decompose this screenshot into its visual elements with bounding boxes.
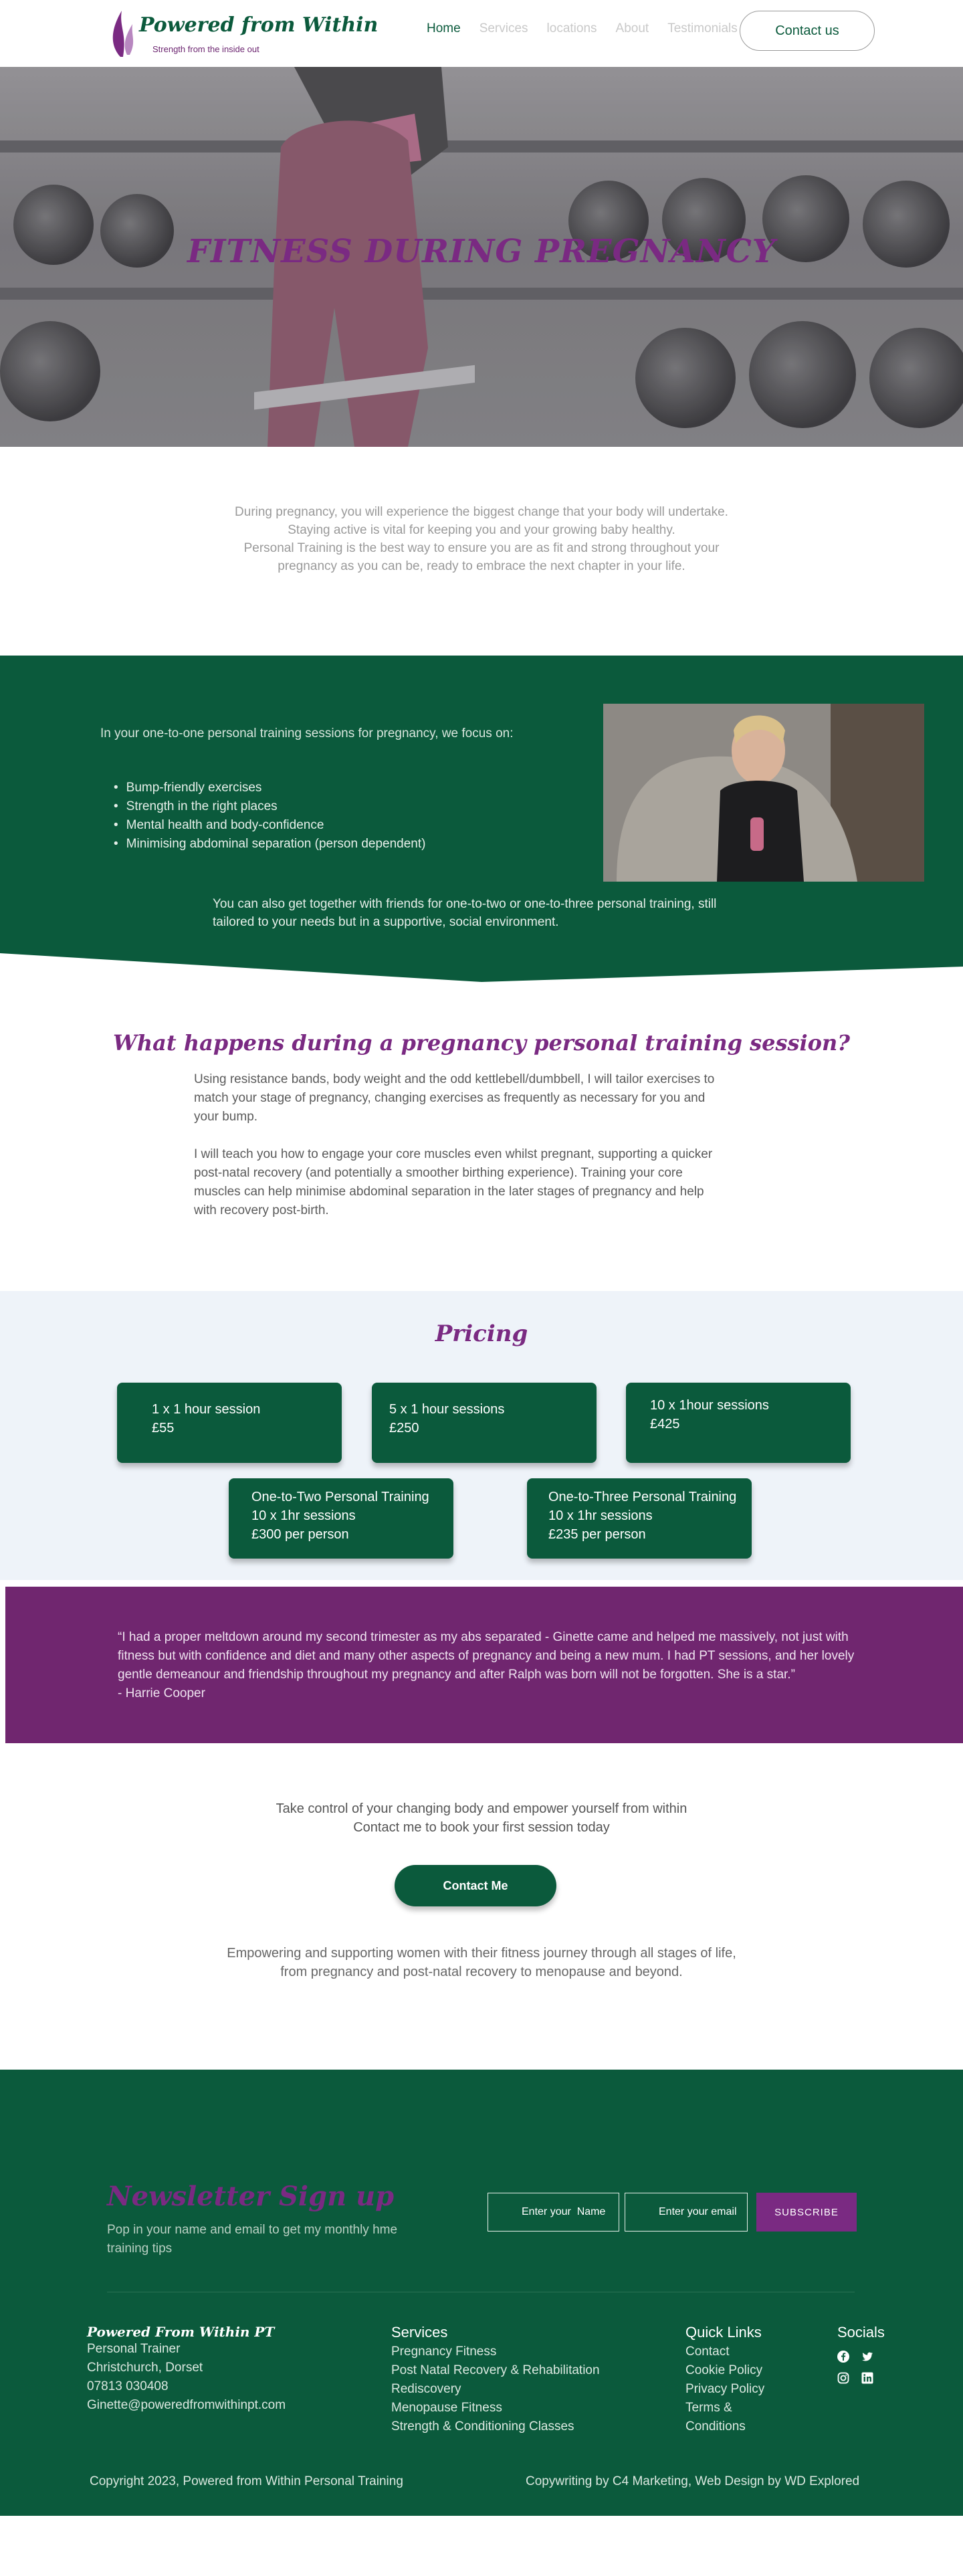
intro-section <box>0 447 963 656</box>
testimonial-quote: “I had a proper meltdown around my second trimester as my abs separated - Ginette came and helped me massively, not just with fitness but with confidence and diet and many other aspects of pregnancy and being a new mum. I had PT sessions, and her lovely gentle demeanour and friendship throughout my pregnancy and after Ralph was born will not be forgotten. She is a star.” <box>118 1630 855 1682</box>
price-card[interactable] <box>117 1383 342 1463</box>
cta-section <box>0 1746 963 2070</box>
intro-line: Staying active is vital for keeping you and your growing baby healthy. <box>288 523 675 537</box>
price-card[interactable] <box>372 1383 597 1463</box>
price-card-sessions: 10 x 1hr sessions <box>251 1508 356 1523</box>
intro-line: Personal Training is the best way to ensure you are as fit and strong throughout your <box>243 541 720 555</box>
newsletter-title: Newsletter Sign up <box>107 2181 395 2212</box>
session-section <box>0 982 963 1291</box>
footer-services-title: Services <box>391 2324 448 2341</box>
footer-email-link[interactable]: Ginette@poweredfromwithinpt.com <box>87 2398 286 2412</box>
facebook-icon[interactable] <box>837 2351 849 2363</box>
footer-brand-line: Personal Trainer <box>87 2342 181 2356</box>
newsletter-email-input[interactable] <box>625 2193 748 2232</box>
list-item: • Bump-friendly exercises <box>114 779 425 797</box>
intro-line: During pregnancy, you will experience the biggest change that your body will undertake. <box>235 505 728 519</box>
price-card[interactable] <box>626 1383 851 1463</box>
mission-line: Empowering and supporting women with their fitness journey through all stages of life, <box>227 1946 736 1961</box>
footer-quicklinks-title: Quick Links <box>685 2324 762 2341</box>
pricing-section <box>0 1291 963 1580</box>
contact-us-button[interactable]: Contact us <box>740 11 875 51</box>
footer-quick-link[interactable]: Privacy Policy <box>685 2382 765 2396</box>
price-card-sessions: 10 x 1hr sessions <box>548 1508 653 1523</box>
price-card-label: 10 x 1hour sessions <box>650 1398 769 1413</box>
price-card-label: 1 x 1 hour session <box>152 1402 261 1417</box>
site-footer <box>0 2070 963 2516</box>
footer-socials-title: Socials <box>837 2324 885 2341</box>
contact-me-button[interactable]: Contact Me <box>395 1865 556 1906</box>
price-card[interactable] <box>527 1478 752 1559</box>
site-logo[interactable] <box>107 7 379 60</box>
footer-quicklinks-column <box>685 2324 764 2436</box>
price-card-label: 5 x 1 hour sessions <box>389 1402 505 1417</box>
nav-link-about[interactable]: About <box>615 21 649 35</box>
newsletter-name-input[interactable] <box>488 2193 619 2232</box>
footer-service-link[interactable]: Pregnancy Fitness <box>391 2345 497 2359</box>
price-card-price: £300 per person <box>251 1527 349 1542</box>
flame-logo-icon <box>107 7 140 60</box>
copyright-text: Copyright 2023, Powered from Within Personal Training <box>90 2474 403 2488</box>
logo-text: Powered from Within <box>139 13 379 37</box>
list-item: • Minimising abdominal separation (person dependent) <box>114 835 425 854</box>
focus-section <box>0 656 963 982</box>
focus-note: You can also get together with friends for one-to-two or one-to-three personal training, still tailored to your needs but in a supportive, social environment. <box>213 897 717 929</box>
price-card-price: £55 <box>152 1421 175 1435</box>
session-paragraph: Using resistance bands, body weight and the odd kettlebell/dumbbell, I will tailor exercises to match your stage of pregnancy, changing exercises as frequently as necessary for you and your bump. <box>194 1072 715 1124</box>
footer-brand: Powered From Within PT <box>87 2324 275 2340</box>
footer-quick-link[interactable]: Terms & <box>685 2401 732 2415</box>
session-title: What happens during a pregnancy personal training session? <box>112 1030 851 1056</box>
credit-text: Copywriting by C4 Marketing, Web Design by WD Explored <box>526 2474 860 2488</box>
top-nav <box>0 0 963 67</box>
focus-list <box>114 779 425 854</box>
mission-statement <box>0 1944 963 1981</box>
price-card-label: One-to-Two Personal Training <box>251 1490 429 1504</box>
footer-services-column <box>391 2324 600 2436</box>
footer-service-link[interactable]: Rediscovery <box>391 2382 461 2396</box>
cta-line: Take control of your changing body and empower yourself from within <box>276 1801 687 1816</box>
focus-lead: In your one-to-one personal training sessions for pregnancy, we focus on: <box>100 726 514 740</box>
nav-link-locations[interactable]: locations <box>546 21 597 35</box>
nav-link-services[interactable]: Services <box>479 21 528 35</box>
price-card-price: £425 <box>650 1417 680 1431</box>
footer-service-link[interactable]: Strength & Conditioning Classes <box>391 2419 574 2434</box>
footer-service-link[interactable]: Menopause Fitness <box>391 2401 502 2415</box>
subscribe-button[interactable]: SUBSCRIBE <box>756 2193 857 2232</box>
testimonial-section <box>0 1580 963 1746</box>
pricing-title: Pricing <box>435 1320 528 1347</box>
footer-brand-column <box>87 2324 286 2415</box>
footer-quick-link[interactable]: Contact <box>685 2345 730 2359</box>
logo-tagline: Strength from the inside out <box>152 44 259 54</box>
trainer-photo <box>603 704 924 882</box>
price-card-label: One-to-Three Personal Training <box>548 1490 737 1504</box>
session-paragraph: I will teach you how to engage your core muscles even whilst pregnant, supporting a quicker post-natal recovery (and potentially a smoother birthing experience). Training your core muscles can help minimise abdominal separation in the later stages of pregnancy and help with recovery post-birth. <box>194 1147 713 1217</box>
list-item: • Strength in the right places <box>114 797 425 816</box>
price-card-price: £235 per person <box>548 1527 646 1542</box>
linkedin-icon[interactable] <box>861 2372 873 2384</box>
testimonial-author: - Harrie Cooper <box>118 1686 205 1700</box>
intro-line: pregnancy as you can be, ready to embrace the next chapter in your life. <box>278 559 685 573</box>
cta-line: Contact me to book your first session today <box>353 1820 610 1835</box>
instagram-icon[interactable] <box>837 2372 849 2384</box>
footer-phone: 07813 030408 <box>87 2379 169 2393</box>
testimonial-box <box>5 1587 963 1743</box>
twitter-icon[interactable] <box>861 2351 873 2363</box>
nav-link-home[interactable]: Home <box>427 21 461 35</box>
footer-quick-link[interactable]: Conditions <box>685 2419 746 2434</box>
newsletter-description: Pop in your name and email to get my monthly hme training tips <box>107 2223 398 2256</box>
footer-service-link[interactable]: Post Natal Recovery & Rehabilitation <box>391 2363 600 2377</box>
list-item: • Mental health and body-confidence <box>114 816 425 835</box>
hero-title: FITNESS DURING PREGNANCY <box>187 233 776 270</box>
social-row <box>837 2372 885 2384</box>
footer-quick-link[interactable]: Cookie Policy <box>685 2363 763 2377</box>
nav-links <box>427 21 738 36</box>
footer-brand-line: Christchurch, Dorset <box>87 2361 203 2375</box>
mission-line: from pregnancy and post-natal recovery to menopause and beyond. <box>280 1965 683 1979</box>
price-card-price: £250 <box>389 1421 419 1435</box>
footer-socials-column <box>837 2324 885 2384</box>
social-row <box>837 2351 885 2363</box>
cta-text <box>0 1799 963 1837</box>
nav-link-testimonials[interactable]: Testimonials <box>667 21 738 35</box>
price-card[interactable] <box>229 1478 453 1559</box>
hero-banner <box>0 67 963 447</box>
